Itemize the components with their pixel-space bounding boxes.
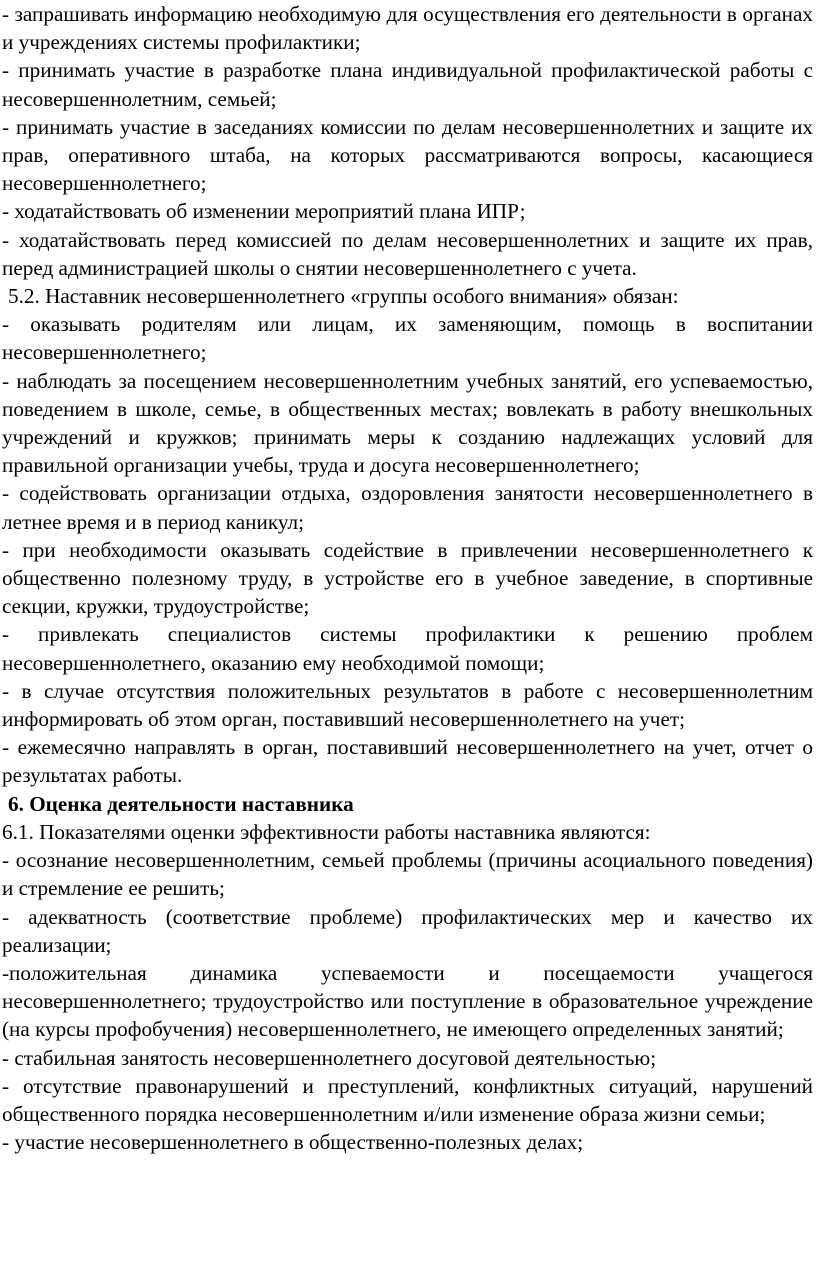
paragraph-monitor-attendance: - наблюдать за посещением несовершеннолетним учебных занятий, его успеваемостью, поведением в школе, семье, в общественных местах; вовлекать в работу внешкольных учреждений и кружков; принимать меры к созданию надлежащих условий для правильной организации учебы, труда и досуга несовершеннолетнего; [2, 368, 813, 478]
paragraph-petition-ipr: - ходатайствовать об изменении мероприятий плана ИПР; [2, 199, 526, 224]
paragraph-participate-plan: - принимать участие в разработке плана индивидуальной профилактической работы с несовершеннолетним, семьей; [2, 58, 813, 111]
paragraph-engage-specialists: - привлекать специалистов системы профилактики к решению проблем несовершеннолетнего, оказанию ему необходимой помощи; [2, 622, 813, 675]
paragraph-no-offenses: - отсутствие правонарушений и преступлений, конфликтных ситуаций, нарушений общественного порядка несовершеннолетним и/или изменение образа жизни семьи; [2, 1073, 813, 1126]
paragraph-petition-deregistration: - ходатайствовать перед комиссией по делам несовершеннолетних и защите их прав, перед администрацией школы о снятии несовершеннолетнего с учета. [2, 227, 813, 280]
section-6-heading: 6. Оценка деятельности наставника [8, 791, 354, 816]
paragraph-public-participation: - участие несовершеннолетнего в общественно-полезных делах; [2, 1130, 584, 1155]
paragraph-stable-employment: - стабильная занятость несовершеннолетнего досуговой деятельностью; [2, 1045, 657, 1070]
paragraph-awareness: - осознание несовершеннолетним, семьей проблемы (причины асоциального поведения) и стремление ее решить; [2, 848, 813, 901]
paragraph-participate-meetings: - принимать участие в заседаниях комиссии по делам несовершеннолетних и защите их прав, оперативного штаба, на которых рассматриваются вопросы, касающиеся несовершеннолетнего; [2, 114, 813, 196]
paragraph-assist-labor: - при необходимости оказывать содействие в привлечении несовершеннолетнего к общественно полезному труду, в устройстве его в учебное заведение, в спортивные секции, кружки, трудоустройстве; [2, 537, 813, 619]
paragraph-request-information: - запрашивать информацию необходимую для осуществления его деятельности в органах и учреждениях системы профилактики; [2, 2, 813, 55]
section-5-2-title: 5.2. Наставник несовершеннолетнего «группы особого внимания» обязан: [8, 284, 679, 309]
paragraph-inform-authority: - в случае отсутствия положительных результатов в работе с несовершеннолетним информировать об этом орган, поставивший несовершеннолетнего на учет; [2, 678, 813, 732]
paragraph-monthly-report: - ежемесячно направлять в орган, поставивший несовершеннолетнего на учет, отчет о результатах работы. [2, 735, 813, 788]
paragraph-help-parents: - оказывать родителям или лицам, их заменяющим, помощь в воспитании несовершеннолетнего; [2, 312, 813, 365]
section-6-1-title: 6.1. Показателями оценки эффективности работы наставника являются: [2, 819, 651, 844]
paragraph-adequacy: - адекватность (соответствие проблеме) профилактических мер и качество их реализации; [2, 904, 813, 957]
paragraph-organize-leisure: - содействовать организации отдыха, оздоровления занятости несовершеннолетнего в летнее время и в период каникул; [2, 481, 813, 534]
paragraph-positive-dynamics: -положительная динамика успеваемости и посещаемости учащегося несовершеннолетнего; трудоустройство или поступление в образовательное учреждение (на курсы профобучения) несовершеннолетнего, не имеющего определенных занятий; [2, 960, 813, 1042]
